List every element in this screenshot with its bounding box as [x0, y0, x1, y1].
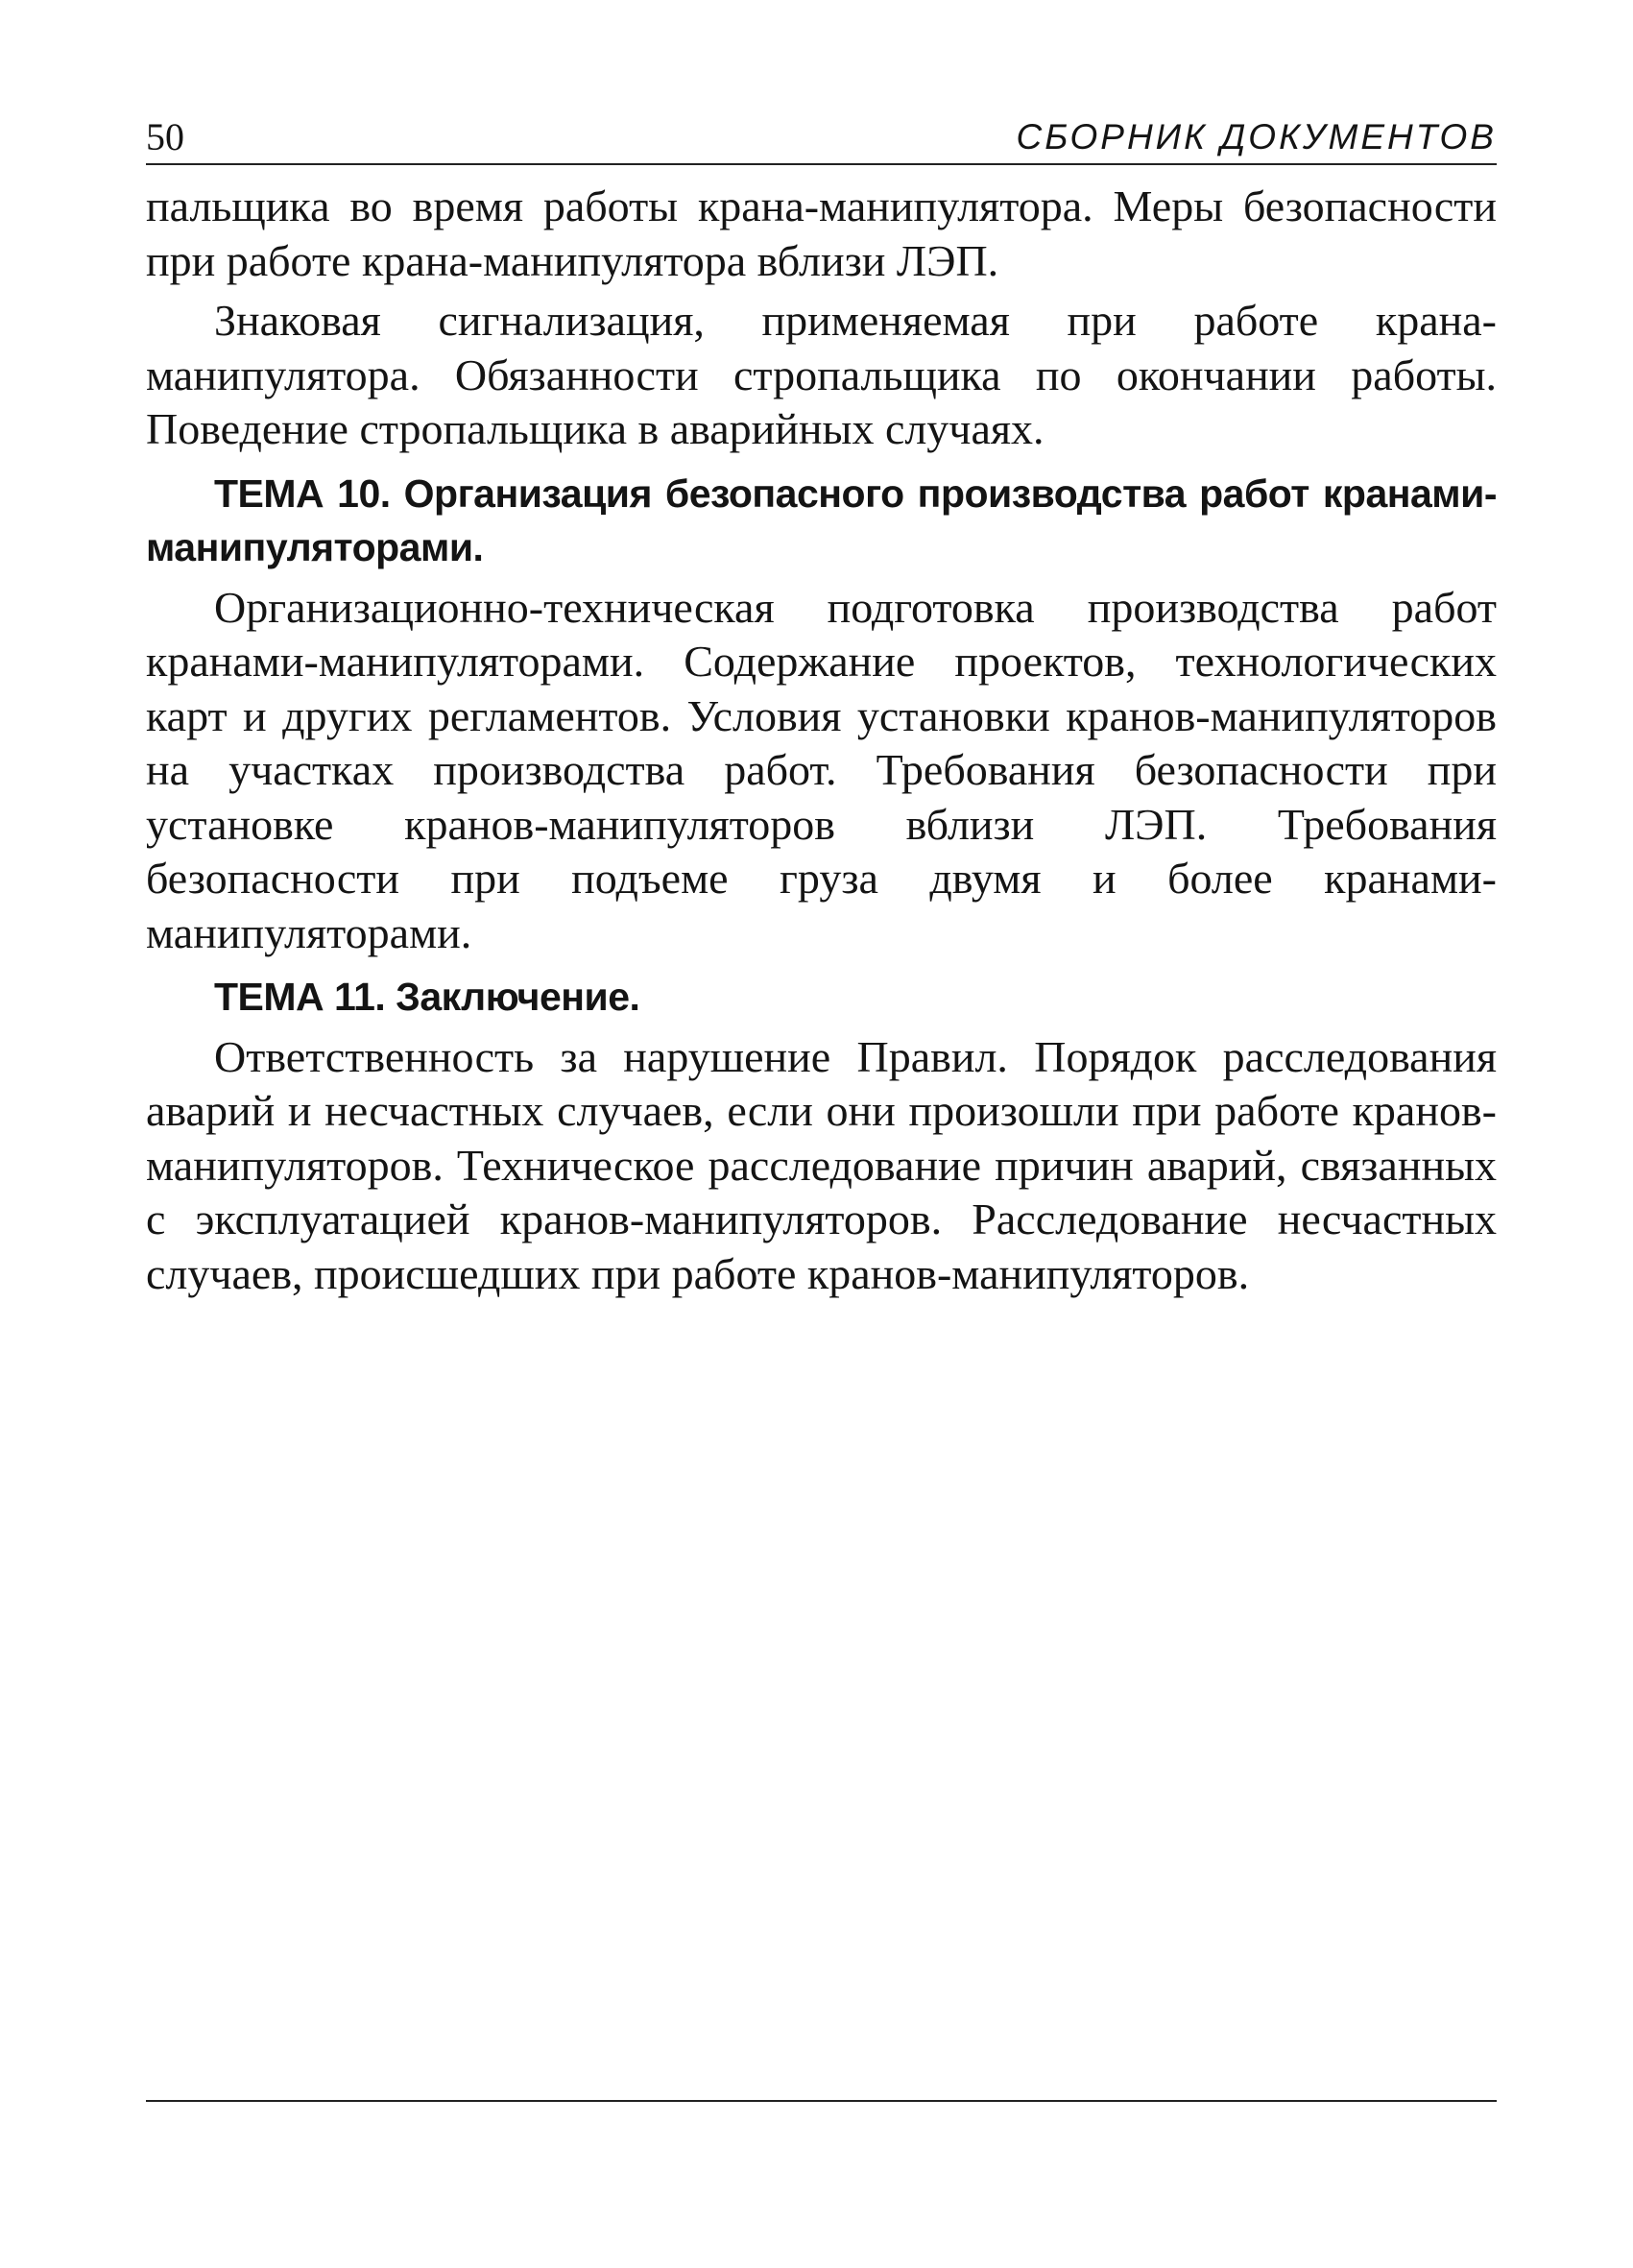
page-number: 50: [146, 115, 184, 158]
page-header: [146, 108, 1497, 165]
topic-11-text: Ответственность за нарушение Правил. Порядок расследования аварий и несчастных случаев, если они произошли при работе кранов-манипуляторов. Техническое расследование причин аварий, связанных с эксплуатацией кранов-манипуляторов. Расследование несчастных случаев, происшедших при работе кранов-манипуляторов.: [146, 1031, 1497, 1298]
page-content: [146, 180, 1497, 1301]
topic-10-heading: ТЕМА 10. Организация безопасного производства работ кранами-манипуляторами.: [146, 470, 1497, 569]
running-title: СБОРНИК ДОКУМЕНТОВ: [1016, 117, 1497, 157]
topic-11-heading: ТЕМА 11. Заключение.: [214, 975, 640, 1019]
footer-divider: [146, 2100, 1497, 2102]
topic-10-text: Организационно-техническая подготовка производства работ кранами-манипуляторами. Содержание проектов, технологических карт и других регламентов. Условия установки кранов-манипуляторов на участках производства работ. Требования безопасности при установке кранов-манипуляторов вблизи ЛЭП. Требования безопасности при подъеме груза двумя и более кранами-манипуляторами.: [146, 582, 1497, 957]
paragraph-signaling: Знаковая сигнализация, применяемая при работе крана-манипулятора. Обязанности стропальщика по окончании работы. Поведение стропальщика в аварийных случаях.: [146, 296, 1497, 453]
paragraph-continuation: пальщика во время работы крана-манипулятора. Меры безопасности при работе крана-манипулятора вблизи ЛЭП.: [146, 181, 1497, 285]
